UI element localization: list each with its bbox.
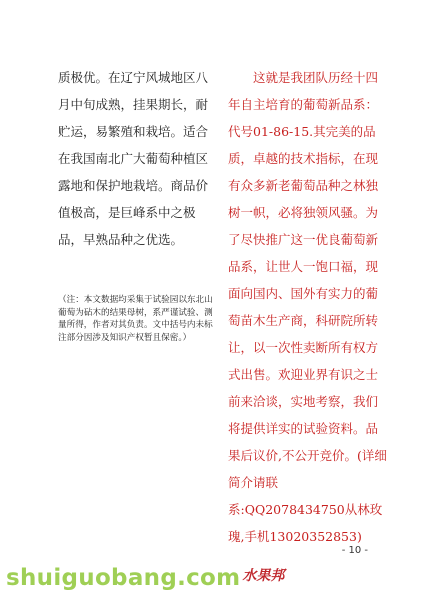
right-column-announcement [228,64,388,550]
page-number: - 10 - [341,545,368,556]
site-watermark [6,565,285,595]
watermark-chinese: 水果邦 [242,568,285,584]
watermark-domain: shuiguobang.com [6,565,241,591]
announcement-paragraph: 这就是我团队历经十四年自主培育的葡萄新品系：代号01-86-15.其完美的品质，卓越的技术指标，在现有众多新老葡萄品种之林独树一帜，必将独领风骚。为了尽快推广这一优良葡萄新品系，让世人一饱口福，现面向国内、国外有实力的葡萄苗木生产商，科研院所转让，以一次性卖断所有权方式出售。欢迎业界有识之士前来洽谈，实地考察，我们将提供详实的试验资料。品果后议价,不公开竞价。(详细简介请联系:QQ2078434750从林玫瑰,手机13020352853) [228,70,387,544]
left-column-paragraph: 质极优。在辽宁风城地区八月中旬成熟，挂果期长，耐贮运，易繁殖和栽培。适合在我国南北广大葡萄种植区露地和保护地栽培。商品价值极高，是巨峰系中之极品，早熟品种之优选。 [58,70,209,247]
data-source-note: （注：本文数据均采集于试验园以东北山葡萄为砧木的结果母树，系严谨试验、测量所得，作者对其负责。文中括号内未标注部分因涉及知识产权暂且保密。） [58,295,213,343]
